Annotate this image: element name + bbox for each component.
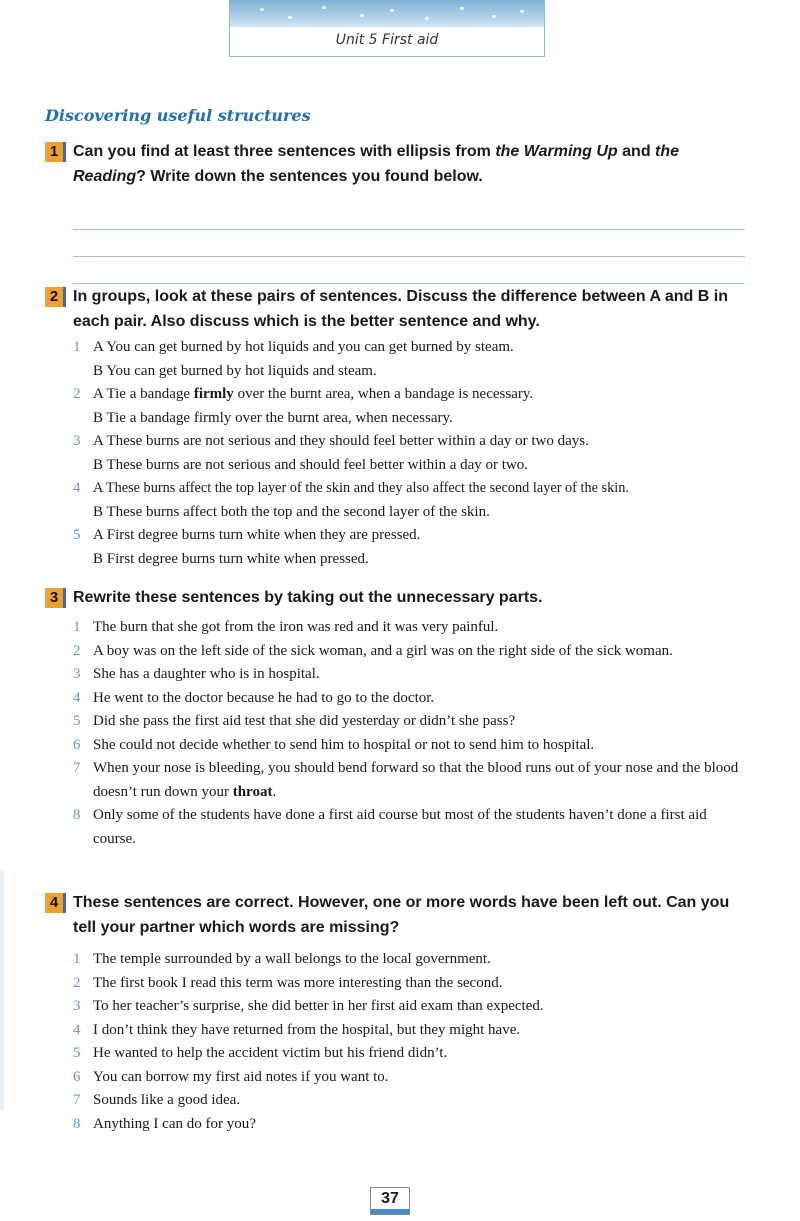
- prompt-text: Rewrite these sentences by taking out the unnecessary parts.: [73, 589, 543, 606]
- sentence-text: .: [272, 783, 277, 800]
- list-item: [73, 477, 745, 524]
- sentence-text: Anything I can do for you?: [93, 1115, 256, 1132]
- item-number: 4: [73, 480, 81, 496]
- exercise-number-badge: 2: [45, 287, 66, 307]
- sentence-text: Only some of the students have done a first aid course but most of the students haven’t done a first aid course.: [93, 807, 707, 847]
- exercise-2-prompt: [45, 284, 745, 334]
- sentence-text: She has a daughter who is in hospital.: [93, 666, 320, 682]
- sentence-b: B Tie a bandage firmly over the burnt area, when necessary.: [93, 409, 453, 426]
- item-number: 7: [73, 1092, 81, 1108]
- sentence-b: B These burns affect both the top and the second layer of the skin.: [93, 503, 490, 520]
- sentence-text: When your nose is bleeding, you should bend forward so that the blood runs out of your nose and the blood doesn’t run down your: [93, 760, 739, 800]
- sentence-pair-list: [45, 336, 745, 571]
- item-number: 5: [73, 527, 81, 543]
- prompt-emphasis: the Warming Up: [495, 143, 618, 160]
- list-item: [73, 757, 745, 804]
- item-number: 3: [73, 666, 81, 682]
- sentence-text: The first book I read this term was more interesting than the second.: [93, 974, 503, 991]
- sentence-b: B You can get burned by hot liquids and steam.: [93, 362, 377, 379]
- sentence-a: A You can get burned by hot liquids and you can get burned by steam.: [93, 339, 514, 355]
- item-number: 5: [73, 1045, 81, 1061]
- item-number: 7: [73, 760, 81, 776]
- sentence-b: B These burns are not serious and should feel better within a day or two.: [93, 456, 529, 473]
- exercise-number-badge: 1: [45, 142, 66, 162]
- answer-line[interactable]: [73, 203, 745, 230]
- item-number: 1: [73, 619, 81, 635]
- answer-line[interactable]: [73, 230, 745, 257]
- list-item: [73, 948, 745, 972]
- sentence-list: [45, 948, 745, 1136]
- item-number: 3: [73, 433, 81, 449]
- item-number: 8: [73, 1115, 81, 1132]
- list-item: [73, 616, 745, 640]
- sentence-text: Did she pass the first aid test that she did yesterday or didn’t she pass?: [93, 713, 516, 729]
- sentence-a: A These burns affect the top layer of the skin and they also affect the second layer of the skin.: [93, 480, 629, 496]
- sentence-text: over the burnt area, when a bandage is necessary.: [233, 386, 534, 402]
- list-item: [73, 1042, 745, 1066]
- list-item: [73, 804, 745, 851]
- list-item: [73, 1089, 745, 1113]
- sentence-b: B First degree burns turn white when pressed.: [93, 550, 369, 567]
- sentence-a: A First degree burns turn white when they are pressed.: [93, 527, 421, 543]
- sentence-a: [93, 383, 745, 407]
- sentence-text: The temple surrounded by a wall belongs to the local government.: [93, 951, 491, 967]
- item-number: 6: [73, 1068, 81, 1085]
- key-word: throat: [232, 783, 273, 800]
- list-item: [73, 734, 745, 758]
- prompt-text: ? Write down the sentences you found below.: [136, 168, 483, 185]
- page-edge-decoration: [0, 870, 4, 1110]
- page-number: 37: [370, 1187, 410, 1215]
- list-item: [73, 430, 745, 477]
- sentence-text: He wanted to help the accident victim but his friend didn’t.: [93, 1045, 448, 1061]
- sentence-text: He went to the doctor because he had to go to the doctor.: [93, 689, 435, 706]
- answer-lines[interactable]: [45, 203, 745, 284]
- item-number: 4: [73, 1021, 81, 1038]
- sentence-text: A Tie a bandage: [93, 386, 194, 402]
- list-item: [73, 995, 745, 1019]
- exercise-4-prompt: [45, 890, 745, 940]
- prompt-text: In groups, look at these pairs of sentences. Discuss the difference between A and B in each pair. Also discuss which is the better sentence and why.: [73, 288, 728, 330]
- sentence-text: Sounds like a good idea.: [93, 1092, 241, 1108]
- key-word: firmly: [193, 386, 234, 402]
- sentence-text: I don’t think they have returned from the hospital, but they might have.: [93, 1021, 521, 1038]
- prompt-text: These sentences are correct. However, one or more words have been left out. Can you tell your partner which words are missing?: [73, 894, 730, 936]
- sentence-text: She could not decide whether to send him to hospital or not to send him to hospital.: [93, 736, 595, 753]
- sentence-a: A These burns are not serious and they should feel better within a day or two days.: [93, 433, 589, 449]
- answer-line[interactable]: [73, 257, 745, 284]
- sentence-text: You can borrow my first aid notes if you want to.: [93, 1068, 389, 1085]
- prompt-emphasis: the Reading: [73, 143, 680, 185]
- item-number: 8: [73, 807, 81, 823]
- list-item: [73, 640, 745, 664]
- exercise-3: [45, 585, 745, 851]
- item-number: 2: [73, 974, 81, 991]
- list-item: [73, 710, 745, 734]
- list-item: [73, 336, 745, 383]
- sentence-list: [45, 616, 745, 851]
- prompt-text: and: [617, 143, 656, 160]
- exercise-4: [45, 890, 745, 1136]
- list-item: [73, 687, 745, 711]
- item-number: 5: [73, 713, 81, 729]
- exercise-1: [45, 139, 745, 284]
- section-title: Discovering useful structures: [45, 106, 311, 125]
- item-number: 1: [73, 339, 81, 355]
- sentence-text: To her teacher’s surprise, she did better in her first aid exam than expected.: [93, 998, 544, 1014]
- item-number: 4: [73, 689, 81, 706]
- item-number: 2: [73, 642, 81, 659]
- exercise-number-badge: 4: [45, 893, 66, 913]
- exercise-2: [45, 284, 745, 571]
- list-item: [73, 524, 745, 571]
- sentence-text: A boy was on the left side of the sick woman, and a girl was on the right side of the sick woman.: [93, 642, 673, 659]
- prompt-text: Can you find at least three sentences with ellipsis from: [73, 143, 496, 160]
- unit-label: Unit 5 First aid: [335, 32, 439, 48]
- exercise-3-prompt: [45, 585, 745, 610]
- list-item: [73, 1113, 745, 1137]
- item-number: 3: [73, 998, 81, 1014]
- exercise-number-badge: 3: [45, 588, 66, 608]
- sentence-text: The burn that she got from the iron was red and it was very painful.: [93, 619, 499, 635]
- list-item: [73, 1066, 745, 1090]
- exercise-1-prompt: [45, 139, 745, 189]
- list-item: [73, 663, 745, 687]
- unit-header: [229, 0, 545, 57]
- list-item: [73, 383, 745, 430]
- list-item: [73, 1019, 745, 1043]
- item-number: 1: [73, 951, 81, 967]
- water-banner-image: [230, 0, 544, 27]
- item-number: 6: [73, 736, 81, 753]
- item-number: 2: [73, 386, 81, 402]
- list-item: [73, 972, 745, 996]
